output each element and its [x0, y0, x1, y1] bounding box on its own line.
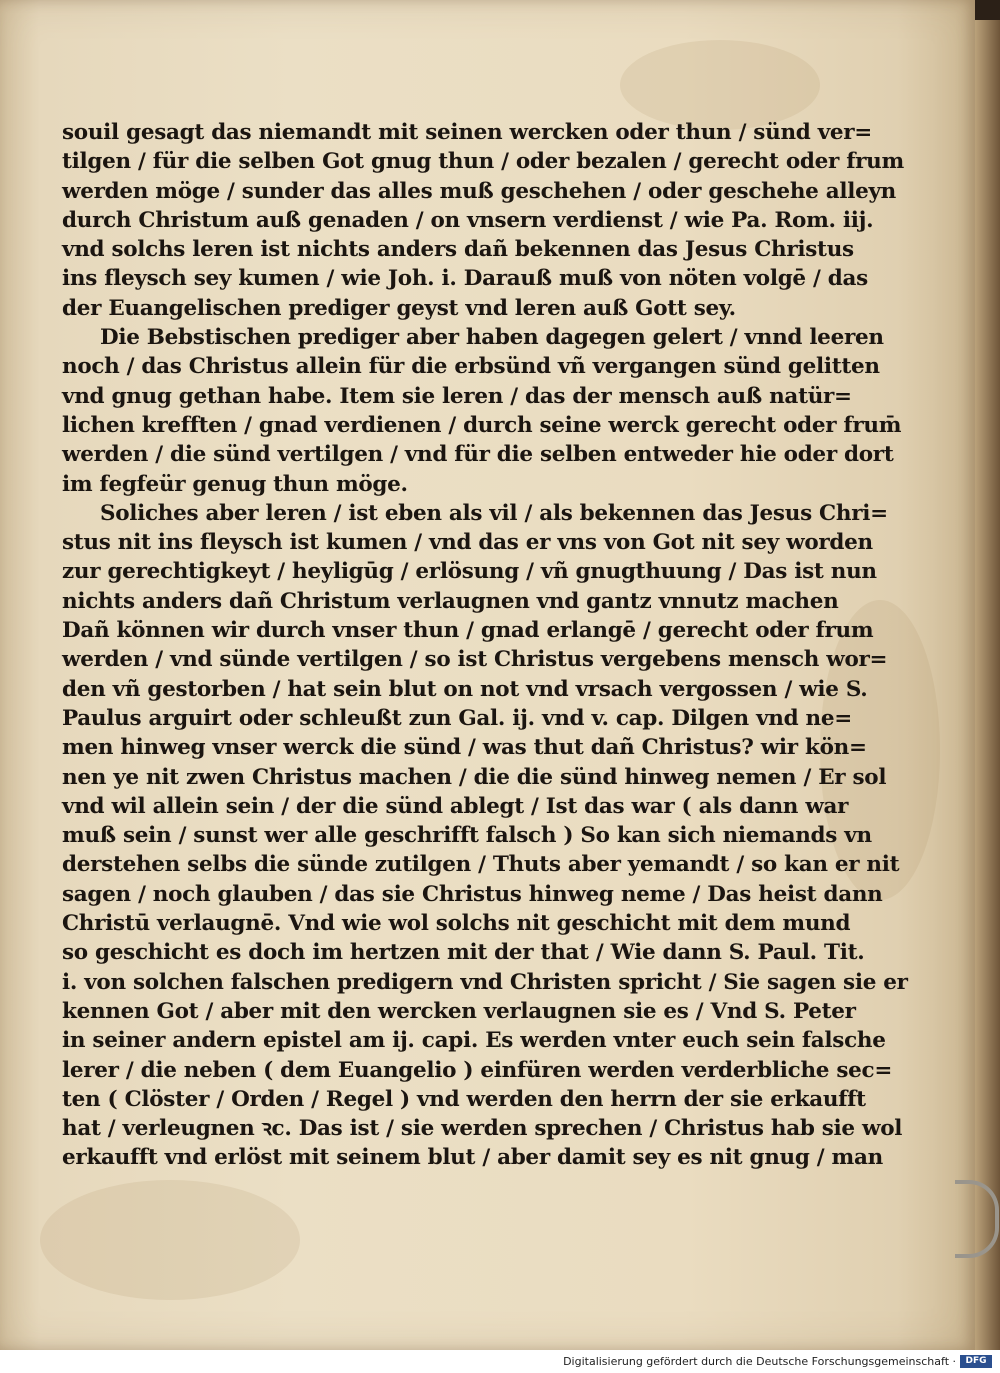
text-line: i. von solchen falschen predigern vnd Christen spricht / Sie sagen sie er — [62, 969, 908, 995]
text-line: men hinweg vnser werck die sünd / was thut dañ Christus? wir kön= — [62, 735, 867, 761]
text-line: stus nit ins fleysch ist kumen / vnd das er vns von Got nit sey worden — [62, 530, 873, 556]
text-line: lichen krefften / gnad verdienen / durch seine werck gerecht oder frum̄ — [62, 412, 902, 438]
footer-bar — [0, 1350, 1000, 1373]
text-line: nen ye nit zwen Christus machen / die die sünd hinweg nemen / Er sol — [62, 764, 887, 790]
text-line: in seiner andern epistel am ij. capi. Es werden vnter euch sein falsche — [62, 1028, 886, 1054]
text-line: Soliches aber leren / ist eben als vil / als bekennen das Jesus Chri= — [100, 500, 888, 526]
text-line: werden / vnd sünde vertilgen / so ist Christus vergebens mensch wor= — [62, 647, 888, 673]
paper-stain — [40, 1180, 300, 1300]
text-line: lerer / die neben ( dem Euangelio ) einfüren werden verderbliche sec= — [62, 1057, 893, 1083]
text-line: nichts anders dañ Christum verlaugnen vnd gantz vnnutz machen — [62, 588, 839, 614]
text-line: werden möge / sunder das alles muß geschehen / oder geschehe alleyn — [62, 178, 896, 204]
text-line: vnd solchs leren ist nichts anders dañ bekennen das Jesus Christus — [62, 237, 854, 263]
text-line: werden / die sünd vertilgen / vnd für die selben entweder hie oder dort — [62, 442, 894, 468]
text-line: vnd gnug gethan habe. Item sie leren / das der mensch auß natür= — [62, 383, 852, 409]
text-line: Paulus arguirt oder schleußt zun Gal. ij. vnd v. cap. Dilgen vnd ne= — [62, 705, 852, 731]
text-line: den vñ gestorben / hat sein blut on not vnd vrsach vergossen / wie S. — [62, 676, 868, 702]
text-line: Dañ können wir durch vnser thun / gnad erlangē / gerecht oder frum — [62, 618, 874, 644]
text-line: noch / das Christus allein für die erbsünd vñ vergangen sünd gelitten — [62, 354, 880, 380]
dfg-logo-icon: DFG — [960, 1355, 992, 1368]
text-line: kennen Got / aber mit den wercken verlaugnen sie es / Vnd S. Peter — [62, 998, 856, 1024]
text-line: der Euangelischen prediger geyst vnd leren auß Gott sey. — [62, 295, 736, 321]
text-line: tilgen / für die selben Got gnug thun / oder bezalen / gerecht oder frum — [62, 149, 904, 175]
text-line: durch Christum auß genaden / on vnsern verdienst / wie Pa. Rom. iij. — [62, 207, 874, 233]
text-line: Christū verlaugnē. Vnd wie wol solchs nit geschicht mit dem mund — [62, 911, 851, 937]
text-line: derstehen selbs die sünde zutilgen / Thuts aber yemandt / so kan er nit — [62, 852, 900, 878]
funding-notice: Digitalisierung gefördert durch die Deutsche Forschungsgemeinschaft · — [563, 1355, 956, 1368]
text-line: erkaufft vnd erlöst mit seinem blut / aber damit sey es nit gnug / man — [62, 1145, 883, 1171]
text-line: sagen / noch glauben / das sie Christus hinweg neme / Das heist dann — [62, 881, 883, 907]
text-line: ins fleysch sey kumen / wie Joh. i. Darauß muß von nöten volgē / das — [62, 266, 868, 292]
page-text — [62, 118, 908, 1173]
text-line: souil gesagt das niemandt mit seinen wercken oder thun / sünd ver= — [62, 120, 873, 145]
text-line: so geschicht es doch im hertzen mit der that / Wie dann S. Paul. Tit. — [62, 940, 865, 966]
text-line: vnd wil allein sein / der die sünd ablegt / Ist das war ( als dann war — [62, 793, 849, 819]
text-line: zur gerechtigkeyt / heyligūg / erlösung / vñ gnugthuung / Das ist nun — [62, 559, 877, 585]
text-line: hat / verleugnen ꝛc. Das ist / sie werden sprechen / Christus hab sie wol — [62, 1116, 903, 1142]
text-line: im fegfeür genug thun möge. — [62, 471, 408, 497]
text-line: ten ( Clöster / Orden / Regel ) vnd werden den herrn der sie erkaufft — [62, 1086, 866, 1112]
paper-clip-icon — [955, 1180, 999, 1258]
text-line: muß sein / sunst wer alle geschrifft falsch ) So kan sich niemands vn — [62, 823, 872, 849]
text-line: Die Bebstischen prediger aber haben dagegen gelert / vnnd leeren — [100, 325, 884, 351]
paper-stain — [620, 40, 820, 130]
